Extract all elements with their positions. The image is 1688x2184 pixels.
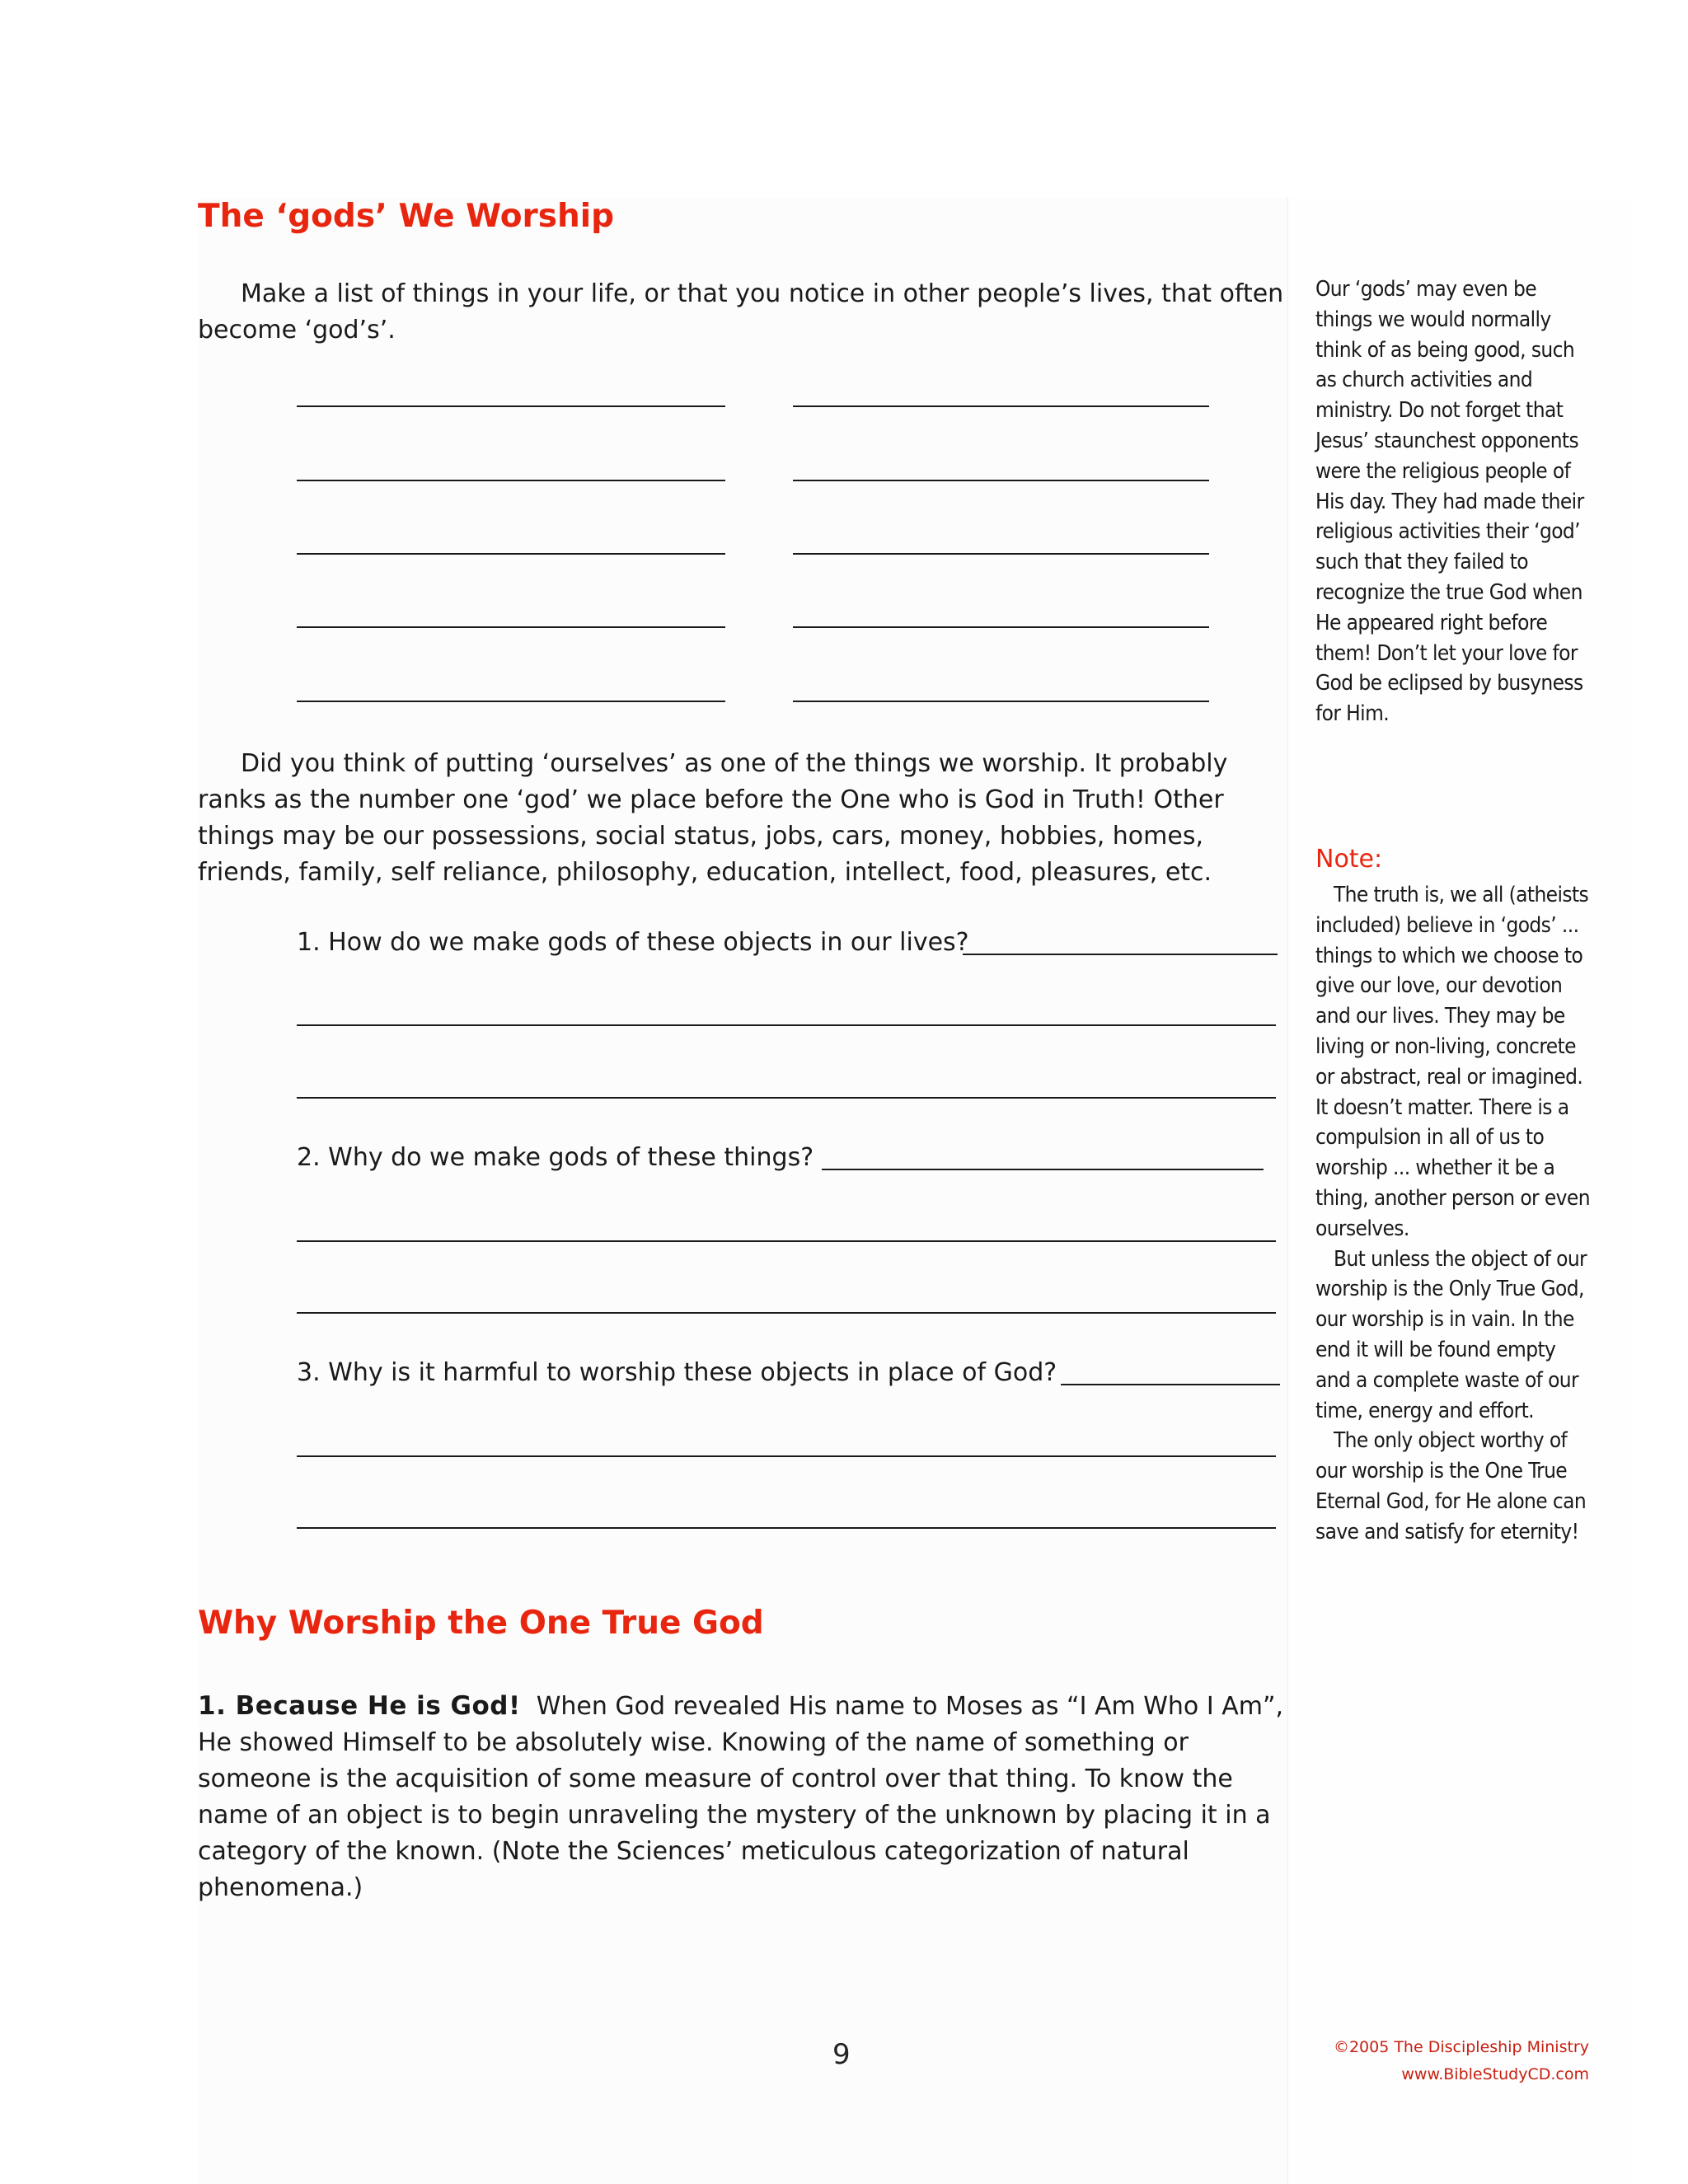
- answer-line[interactable]: [297, 1312, 1276, 1314]
- answer-line[interactable]: [1061, 1384, 1280, 1385]
- list-blank-line[interactable]: [793, 626, 1209, 628]
- question-3: 3. Why is it harmful to worship these objects in place of God?: [297, 1358, 1057, 1387]
- footer-website: www.BibleStudyCD.com: [1401, 2065, 1589, 2083]
- point-1-paragraph: [198, 1688, 1289, 1906]
- list-blank-line[interactable]: [297, 626, 725, 628]
- list-blank-line[interactable]: [793, 405, 1209, 407]
- list-blank-line[interactable]: [297, 701, 725, 702]
- list-blank-line[interactable]: [297, 480, 725, 481]
- sidebar-text: Our ‘gods’ may even be things we would normally think of as being good, such as church activities and ministry. Do not forget that Jesus’ staunchest opponents were the religious people of His day. They had made their religious activities their ‘god’ such that they failed to recognize the true God when He appeared right before them! Don’t let your love for God be eclipsed by busyness for Him.: [1315, 277, 1584, 727]
- list-blank-line[interactable]: [297, 553, 725, 555]
- note-paragraph: [1315, 1244, 1596, 1427]
- section-title-why-worship: Why Worship the One True God: [198, 1605, 764, 1642]
- section-title-gods-we-worship: The ‘gods’ We Worship: [198, 198, 615, 235]
- note-paragraph-text: The truth is, we all (atheists included) believe in ‘gods’ ... things to which we choose to give our love, our devotion and our lives. They may be living or non-living, concrete or abstract, real or imagined. It doesn’t matter. There is a compulsion in all of us to worship ... whether it be a thing, another person or even ourselves.: [1315, 883, 1590, 1241]
- answer-line[interactable]: [297, 1455, 1276, 1457]
- question-1: 1. How do we make gods of these objects in our lives?: [297, 928, 969, 957]
- list-blank-line[interactable]: [793, 480, 1209, 481]
- note-label: Note:: [1315, 845, 1383, 874]
- note-paragraph-text: The only object worthy of our worship is the One True Eternal God, for He alone can save and satisfy for eternity!: [1315, 1428, 1587, 1544]
- footer-copyright: ©2005 The Discipleship Ministry: [1333, 2038, 1589, 2056]
- question-2: 2. Why do we make gods of these things?: [297, 1143, 814, 1172]
- intro-paragraph: [198, 276, 1289, 349]
- note-paragraph-text: But unless the object of our worship is the Only True God, our worship is in vain. In the end it will be found empty and a complete waste of our time, energy and effort.: [1315, 1246, 1587, 1423]
- page-number: 9: [832, 2038, 851, 2071]
- list-blank-line[interactable]: [793, 701, 1209, 702]
- intro-text: Make a list of things in your life, or that you notice in other people’s lives, that often become ‘god’s’.: [198, 279, 1284, 344]
- answer-line[interactable]: [297, 1240, 1276, 1242]
- point-1-text: When God revealed His name to Moses as “I Am Who I Am”, He showed Himself to be absolutely wise. Knowing of the name of something or someone is the acquisition of some measure of control over that thing. To know the name of an object is to begin unraveling the mystery of the unknown by placing it in a category of the known. (Note the Sciences’ meticulous categorization of natural phenomena.): [198, 1692, 1284, 1902]
- point-1-label: 1. Because He is God!: [198, 1691, 521, 1721]
- note-paragraph: [1315, 880, 1596, 1244]
- list-blank-line[interactable]: [297, 405, 725, 407]
- answer-line[interactable]: [297, 1024, 1276, 1026]
- ourselves-paragraph: [198, 746, 1289, 891]
- answer-line[interactable]: [963, 954, 1278, 955]
- answer-line[interactable]: [822, 1169, 1264, 1170]
- answer-line[interactable]: [297, 1097, 1276, 1099]
- note-paragraph: [1315, 1426, 1596, 1547]
- note-body: [1315, 880, 1596, 1548]
- answer-line[interactable]: [297, 1527, 1276, 1529]
- list-blank-line[interactable]: [793, 553, 1209, 555]
- ourselves-text: Did you think of putting ‘ourselves’ as one of the things we worship. It probably ranks as the number one ‘god’ we place before the One who is God in Truth! Other things may be our possessions, social status, jobs, cars, money, hobbies, homes, friends, family, self reliance, philosophy, education, intellect, food, pleasures, etc.: [198, 749, 1228, 887]
